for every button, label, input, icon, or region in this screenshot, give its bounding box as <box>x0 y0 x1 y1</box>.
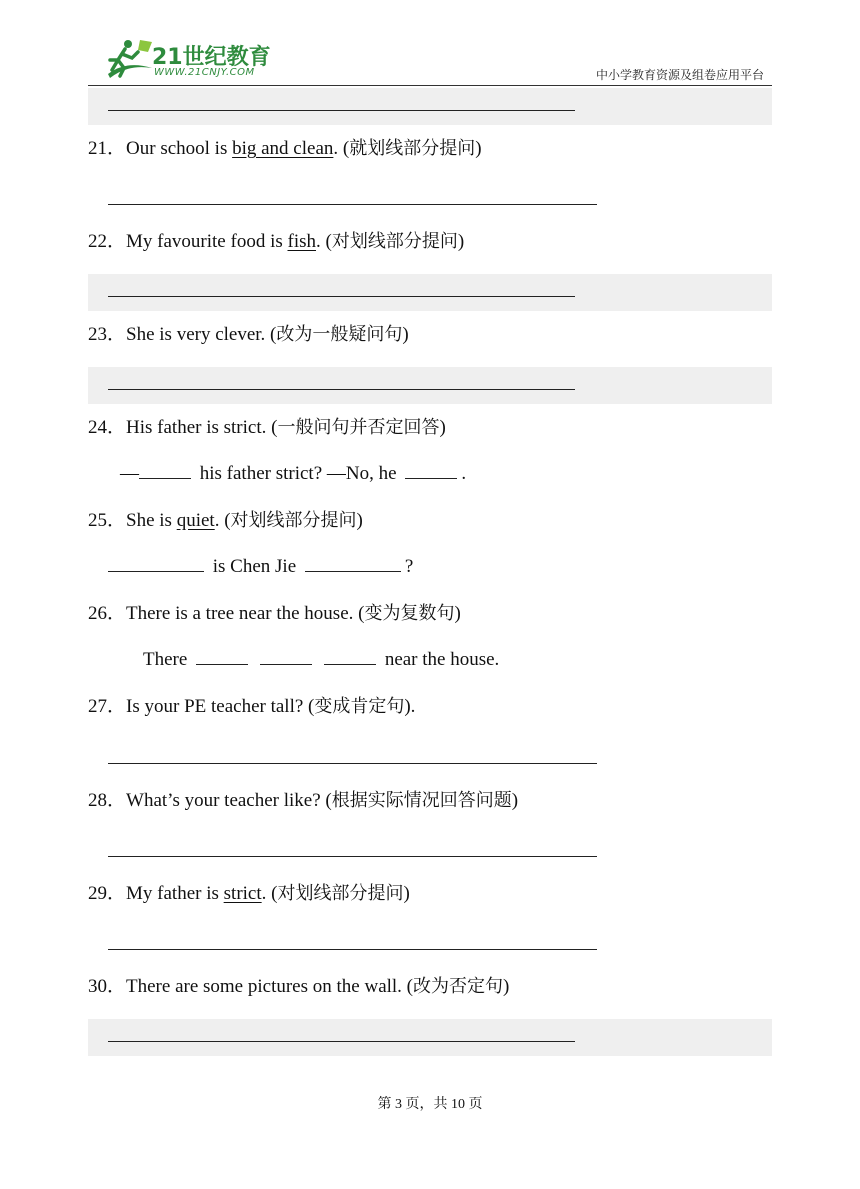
shaded-row <box>88 1019 772 1056</box>
answer-line[interactable] <box>108 1041 575 1042</box>
answer-line[interactable] <box>108 110 575 111</box>
question-text: What’s your teacher like? ( <box>126 790 332 811</box>
instruction: 就划线部分提问 <box>349 138 476 159</box>
question-27 <box>88 691 415 718</box>
question-number: 28． <box>88 790 127 811</box>
question-number: 27． <box>88 696 127 717</box>
answer-text: his father strict? —No, he <box>195 463 402 484</box>
blank-field[interactable] <box>108 555 204 572</box>
instruction-close: ) <box>511 790 519 811</box>
question-text: His father is strict. ( <box>126 417 278 438</box>
instruction-close: ) <box>402 324 409 345</box>
question-22 <box>88 226 464 253</box>
runner-logo-icon <box>98 38 154 80</box>
instruction: 对划线部分提问 <box>331 231 458 252</box>
underlined-phrase: strict <box>223 883 262 904</box>
question-25 <box>88 505 363 532</box>
dash: — <box>120 463 139 484</box>
instruction: 根据实际情况回答问题 <box>331 790 512 811</box>
question-23 <box>88 319 409 346</box>
blank-field[interactable] <box>260 648 312 665</box>
instruction-close: ). <box>404 696 416 717</box>
shaded-row <box>88 367 772 404</box>
question-number: 24． <box>88 417 127 438</box>
blank-field[interactable] <box>139 462 191 479</box>
platform-label: 中小学教育资源及组卷应用平台 <box>595 68 764 82</box>
question-text: Our school is <box>126 138 233 159</box>
instruction: 改为一般疑问句 <box>276 324 403 345</box>
question-21 <box>88 133 482 160</box>
instruction-close: ) <box>457 231 465 252</box>
instruction: 改为否定句 <box>413 976 504 997</box>
instruction-close: ) <box>475 138 482 159</box>
question-text: My favourite food is <box>126 231 288 252</box>
site-logo <box>98 38 288 84</box>
instruction: 一般问句并否定回答 <box>277 417 440 438</box>
logo-text: 21世纪教育 <box>152 45 271 70</box>
question-number: 21． <box>88 138 127 159</box>
instruction: 变成肯定句 <box>314 696 405 717</box>
underlined-phrase: fish <box>287 231 316 252</box>
answer-line[interactable] <box>108 949 597 950</box>
question-28 <box>88 785 518 812</box>
blank-field[interactable] <box>405 462 457 479</box>
answer-line[interactable] <box>108 763 597 764</box>
answer-line[interactable] <box>108 389 575 390</box>
question-30 <box>88 971 509 998</box>
question-text: There is a tree near the house. ( <box>126 603 365 624</box>
answer-line[interactable] <box>108 204 597 205</box>
question-text-post: . ( <box>261 883 278 904</box>
shaded-row <box>88 274 772 311</box>
instruction: 变为复数句 <box>364 603 455 624</box>
instruction-close: ) <box>403 883 410 904</box>
question-number: 29． <box>88 883 127 904</box>
q25-answer-row <box>108 555 413 578</box>
logo-url: WWW.21CNJY.COM <box>154 67 255 78</box>
instruction: 对划线部分提问 <box>230 510 357 531</box>
instruction-close: ) <box>439 417 446 438</box>
question-text: My father is <box>126 883 224 904</box>
answer-text: There <box>143 649 193 670</box>
question-number: 23． <box>88 324 127 345</box>
question-number: 30． <box>88 976 127 997</box>
question-number: 26． <box>88 603 127 624</box>
question-29 <box>88 878 410 905</box>
question-number: 22． <box>88 231 127 252</box>
question-text-post: . ( <box>333 138 350 159</box>
blank-field[interactable] <box>196 648 248 665</box>
q24-answer-row <box>120 462 466 485</box>
underlined-phrase: quiet <box>176 510 215 531</box>
blank-field[interactable] <box>324 648 376 665</box>
answer-end: near the house. <box>380 649 500 670</box>
answer-end: . <box>461 463 467 484</box>
header-divider <box>88 85 772 86</box>
instruction: 对划线部分提问 <box>277 883 404 904</box>
question-text: Is your PE teacher tall? ( <box>126 696 315 717</box>
answer-line[interactable] <box>108 296 575 297</box>
question-26 <box>88 598 461 625</box>
instruction-close: ) <box>503 976 510 997</box>
page-footer: 第 3 页，共 10 页 <box>377 1097 483 1112</box>
shaded-row <box>88 88 772 125</box>
question-text-post: . ( <box>316 231 332 252</box>
question-text: She is <box>126 510 177 531</box>
blank-field[interactable] <box>305 555 401 572</box>
question-24 <box>88 412 446 439</box>
question-text-post: . ( <box>214 510 231 531</box>
q26-answer-row <box>143 648 499 671</box>
question-number: 25． <box>88 510 127 531</box>
underlined-phrase: big and clean <box>232 138 334 159</box>
answer-line[interactable] <box>108 856 597 857</box>
page-header <box>0 0 860 90</box>
instruction-close: ) <box>356 510 363 531</box>
answer-end: ? <box>404 556 414 577</box>
question-text: She is very clever. ( <box>126 324 277 345</box>
question-text: There are some pictures on the wall. ( <box>126 976 414 997</box>
answer-text: is Chen Jie <box>208 556 301 577</box>
instruction-close: ) <box>454 603 461 624</box>
